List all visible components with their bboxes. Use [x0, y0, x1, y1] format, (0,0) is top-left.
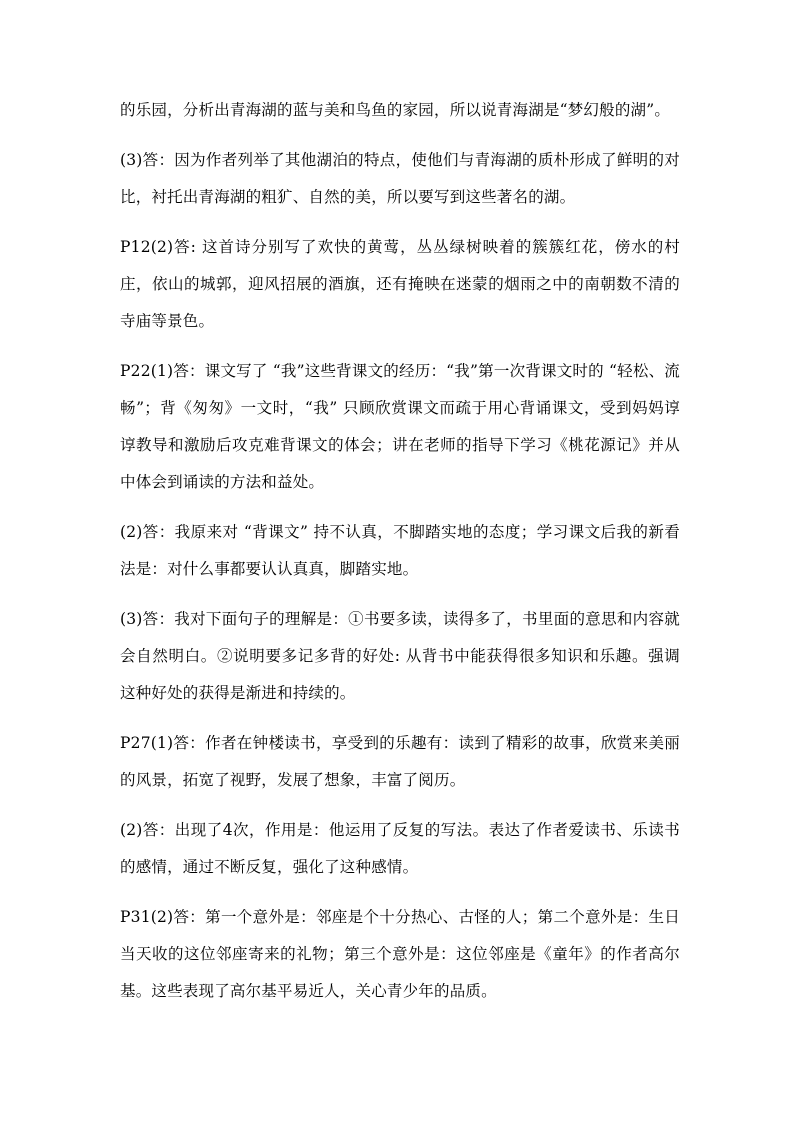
paragraph-p27-answer-1: P27(1)答：作者在钟楼读书，享受到的乐趣有：读到了精彩的故事，欣赏来美丽的风景，拓宽了视野，发展了想象，丰富了阅历。: [120, 734, 680, 789]
answer-text-body: [120, 92, 680, 1023]
paragraph-p22-answer-3: (3)答：我对下面句子的理解是：①书要多读，读得多了，书里面的意思和内容就会自然明白。②说明要多记多背的好处: 从背书中能获得很多知识和乐趣。强调这种好处的获得是渐进和持续的。: [120, 610, 680, 702]
paragraph-lake-conclusion: 的乐园，分析出青海湖的蓝与美和鸟鱼的家园，所以说青海湖是“梦幻般的湖”。: [120, 101, 671, 119]
paragraph-p31-answer-2: P31(2)答：第一个意外是：邻座是个十分热心、古怪的人；第二个意外是：生日当天收的这位邻座寄来的礼物；第三个意外是：这位邻座是《童年》的作者高尔基。这些表现了高尔基平易近人，关心青少年的品质。: [120, 908, 680, 1000]
paragraph-p12-answer-2: P12(2)答: 这首诗分别写了欢快的黄莺，丛丛绿树映着的簇簇红花，傍水的村庄，依山的城郭，迎风招展的酒旗，还有掩映在迷蒙的烟雨之中的南朝数不清的寺庙等景色。: [120, 238, 680, 330]
paragraph-p22-answer-2: (2)答：我原来对 “背课文” 持不认真，不脚踏实地的态度；学习课文后我的新看法是：对什么事都要认认真真，脚踏实地。: [120, 523, 680, 578]
paragraph-answer-3: (3)答：因为作者列举了其他湖泊的特点，使他们与青海湖的质朴形成了鲜明的对比，衬托出青海湖的粗犷、自然的美，所以要写到这些著名的湖。: [120, 151, 680, 206]
paragraph-p27-answer-2: (2)答：出现了4次，作用是：他运用了反复的写法。表达了作者爱读书、乐读书的感情，通过不断反复，强化了这种感情。: [120, 821, 680, 876]
paragraph-p22-answer-1: P22(1)答：课文写了 “我”这些背课文的经历：“我”第一次背课文时的 “轻松、流畅”；背《匆匆》一文时，“我” 只顾欣赏课文而疏于用心背诵课文，受到妈妈谆谆教导和激励后攻克难背课文的体会；讲在老师的指导下学习《桃花源记》并从中体会到诵读的方法和益处。: [120, 362, 680, 491]
